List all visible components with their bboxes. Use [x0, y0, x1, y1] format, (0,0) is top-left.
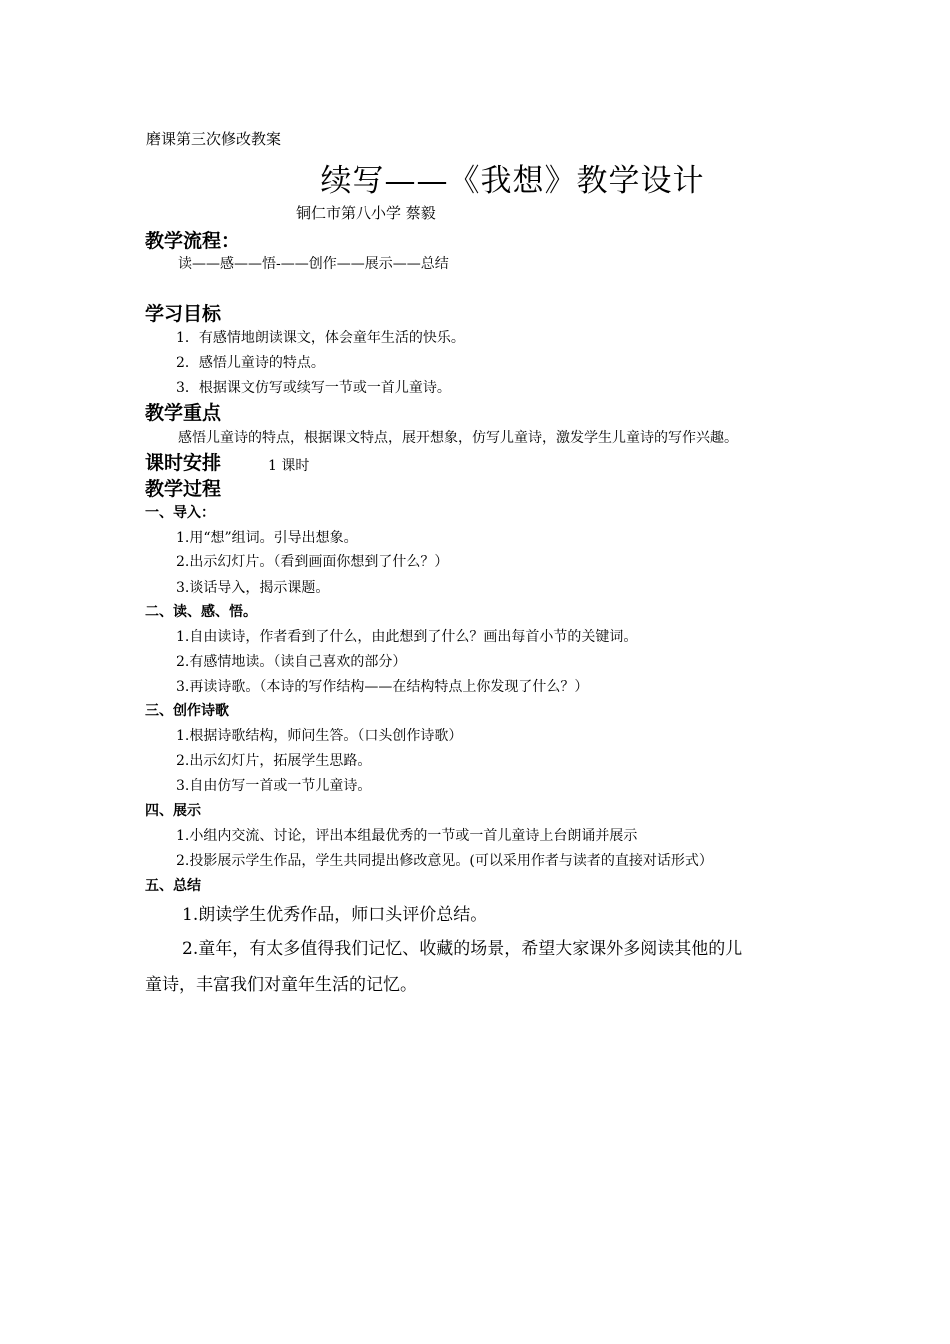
section-item: 1.用“想”组词。引导出想象。: [176, 530, 358, 546]
author-line: 铜仁市第八小学 蔡毅: [296, 204, 436, 222]
section-item: 1.根据诗歌结构，师问生答。（口头创作诗歌）: [176, 728, 463, 744]
section-title: 三、创作诗歌: [145, 703, 229, 719]
section-item: 3.谈话导入，揭示课题。: [176, 580, 330, 596]
section-title: 一、导入：: [145, 505, 215, 521]
goal-item: 3．根据课文仿写或续写一节或一首儿童诗。: [176, 380, 451, 396]
section-item: 3.自由仿写一首或一节儿童诗。: [176, 778, 372, 794]
process-heading: 教学过程: [145, 478, 222, 500]
section-item: 1.小组内交流、讨论，评出本组最优秀的一节或一首儿童诗上台朗诵并展示: [176, 828, 638, 844]
section-item: 2.童年，有太多值得我们记忆、收藏的场景，希望大家课外多阅读其他的儿: [182, 939, 743, 959]
section-item: 2.投影展示学生作品，学生共同提出修改意见。(可以采用作者与读者的直接对话形式）: [176, 853, 713, 869]
section-item: 2.有感情地读。（读自己喜欢的部分）: [176, 654, 407, 670]
document-title: 续写——《我想》教学设计: [320, 163, 705, 199]
schedule-value: 1 课时: [268, 458, 310, 474]
flow-text: 读——感——悟-——创作——展示——总结: [178, 256, 449, 272]
goal-item: 1．有感情地朗读课文，体会童年生活的快乐。: [176, 330, 465, 346]
focus-heading: 教学重点: [145, 402, 222, 424]
focus-text: 感悟儿童诗的特点，根据课文特点，展开想象，仿写儿童诗，激发学生儿童诗的写作兴趣。: [178, 430, 738, 446]
schedule-heading: 课时安排: [145, 452, 222, 474]
goal-item: 2．感悟儿童诗的特点。: [176, 355, 325, 371]
section-item: 童诗，丰富我们对童年生活的记忆。: [145, 975, 417, 995]
flow-heading: 教学流程：: [145, 230, 241, 252]
header-note: 磨课第三次修改教案: [146, 130, 282, 148]
section-item: 1.自由读诗，作者看到了什么，由此想到了什么？画出每首小节的关键词。: [176, 629, 638, 645]
goals-heading: 学习目标: [145, 303, 222, 325]
section-item: 1.朗读学生优秀作品，师口头评价总结。: [182, 905, 488, 925]
section-title: 四、展示: [145, 803, 201, 819]
section-title: 二、读、感、悟。: [145, 604, 257, 620]
section-item: 2.出示幻灯片。（看到画面你想到了什么？）: [176, 554, 449, 570]
section-item: 3.再读诗歌。（本诗的写作结构——在结构特点上你发现了什么？）: [176, 679, 589, 695]
section-item: 2.出示幻灯片，拓展学生思路。: [176, 753, 372, 769]
section-title: 五、总结: [145, 878, 201, 894]
